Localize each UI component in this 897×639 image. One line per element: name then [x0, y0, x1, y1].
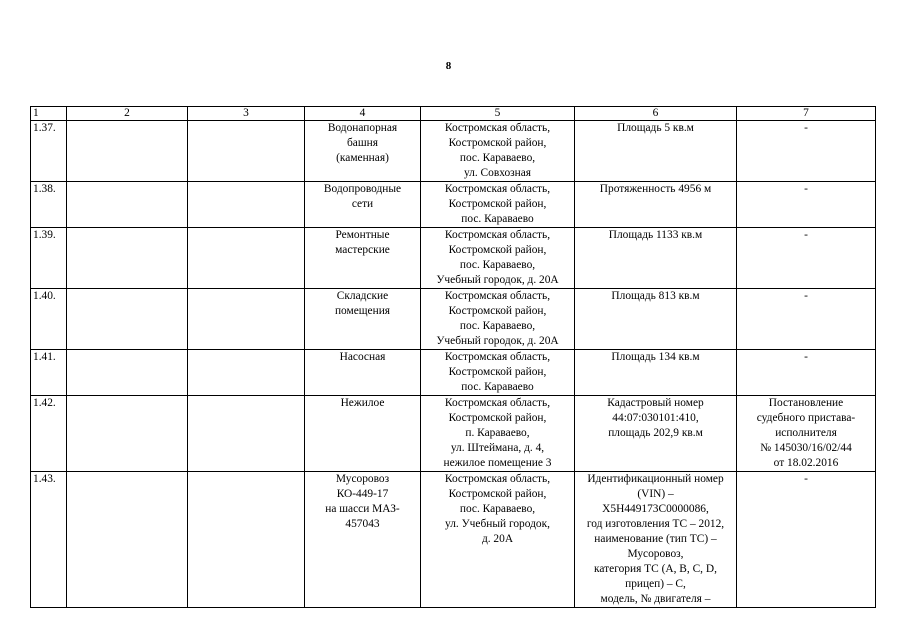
object-characteristics: Площадь 1133 кв.м [575, 228, 737, 289]
object-encumbrance: - [737, 472, 876, 608]
object-address: Костромская область, Костромской район, пос. Караваево [421, 350, 575, 396]
column-header: 5 [421, 107, 575, 121]
column-header: 2 [67, 107, 188, 121]
table-cell [188, 396, 305, 472]
object-characteristics: Площадь 134 кв.м [575, 350, 737, 396]
object-address: Костромская область, Костромской район, пос. Караваево, ул. Совхозная [421, 121, 575, 182]
column-number-row [31, 107, 876, 121]
object-encumbrance: - [737, 289, 876, 350]
object-characteristics: Протяженность 4956 м [575, 182, 737, 228]
object-address: Костромская область, Костромской район, пос. Караваево, ул. Учебный городок, д. 20А [421, 472, 575, 608]
item-number: 1.41. [31, 350, 67, 396]
table-cell [67, 472, 188, 608]
property-registry-table [30, 106, 876, 608]
object-address: Костромская область, Костромской район, п. Караваево, ул. Штеймана, д. 4, нежилое помещение 3 [421, 396, 575, 472]
object-encumbrance: - [737, 350, 876, 396]
table-row [31, 228, 876, 289]
item-number: 1.39. [31, 228, 67, 289]
item-number: 1.37. [31, 121, 67, 182]
object-characteristics: Идентификационный номер (VIN) – X5H449173C0000086, год изготовления ТС – 2012, наименование (тип ТС) – Мусоровоз, категория ТС (A, B, C, D, прицеп) – С, модель, № двигателя – [575, 472, 737, 608]
table-row [31, 472, 876, 608]
table-cell [188, 228, 305, 289]
table-cell [67, 228, 188, 289]
table-cell [67, 396, 188, 472]
column-header: 7 [737, 107, 876, 121]
column-header: 3 [188, 107, 305, 121]
object-name: Водопроводные сети [305, 182, 421, 228]
object-encumbrance: - [737, 228, 876, 289]
column-header: 6 [575, 107, 737, 121]
item-number: 1.43. [31, 472, 67, 608]
item-number: 1.40. [31, 289, 67, 350]
table-cell [188, 182, 305, 228]
object-name: Нежилое [305, 396, 421, 472]
object-characteristics: Площадь 813 кв.м [575, 289, 737, 350]
table-cell [67, 350, 188, 396]
object-name: Ремонтные мастерские [305, 228, 421, 289]
object-name: Мусоровоз КО-449-17 на шасси МАЗ- 457043 [305, 472, 421, 608]
table-cell [188, 472, 305, 608]
column-header: 1 [31, 107, 67, 121]
object-address: Костромская область, Костромской район, пос. Караваево, Учебный городок, д. 20А [421, 228, 575, 289]
item-number: 1.38. [31, 182, 67, 228]
object-address: Костромская область, Костромской район, пос. Караваево, Учебный городок, д. 20А [421, 289, 575, 350]
object-characteristics: Кадастровый номер 44:07:030101:410, площадь 202,9 кв.м [575, 396, 737, 472]
object-characteristics: Площадь 5 кв.м [575, 121, 737, 182]
table-row [31, 121, 876, 182]
object-address: Костромская область, Костромской район, пос. Караваево [421, 182, 575, 228]
object-name: Складские помещения [305, 289, 421, 350]
table-row [31, 182, 876, 228]
table-cell [67, 121, 188, 182]
table-cell [188, 289, 305, 350]
table-cell [67, 289, 188, 350]
object-encumbrance: Постановление судебного пристава- исполнителя № 145030/16/02/44 от 18.02.2016 [737, 396, 876, 472]
table-row [31, 350, 876, 396]
column-header: 4 [305, 107, 421, 121]
table-cell [67, 182, 188, 228]
page-number: 8 [445, 60, 452, 72]
table-cell [188, 121, 305, 182]
object-encumbrance: - [737, 121, 876, 182]
table-cell [188, 350, 305, 396]
table-row [31, 289, 876, 350]
object-name: Насосная [305, 350, 421, 396]
table-row [31, 396, 876, 472]
item-number: 1.42. [31, 396, 67, 472]
object-encumbrance: - [737, 182, 876, 228]
object-name: Водонапорная башня (каменная) [305, 121, 421, 182]
